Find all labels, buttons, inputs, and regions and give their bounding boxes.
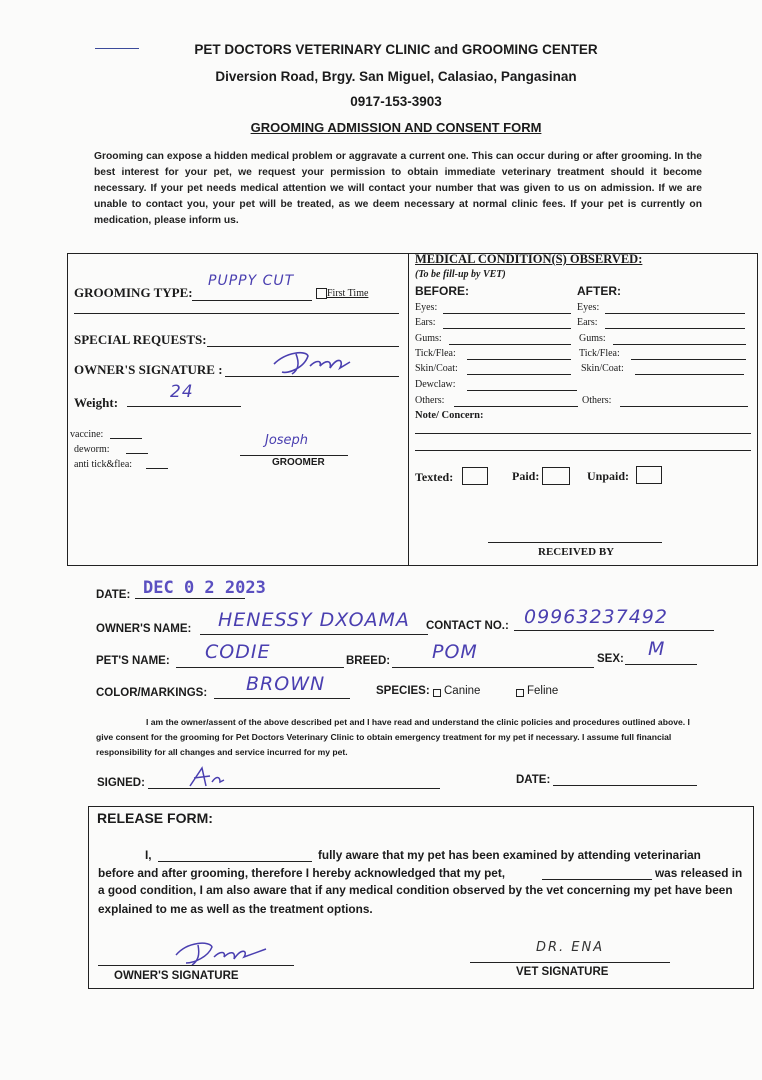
owner-signature-line <box>225 376 399 377</box>
before-eyes-line <box>443 313 571 314</box>
after-ears: Ears: <box>577 317 598 328</box>
release-i-label: I, <box>145 848 152 862</box>
release-text-1: fully aware that my pet has been examined by attending veterinarian <box>318 848 701 862</box>
consent-date-line <box>553 785 697 786</box>
breed-line <box>392 667 594 668</box>
signed-label: SIGNED: <box>97 777 145 789</box>
date-line <box>135 598 245 599</box>
grooming-type-value: PUPPY CUT <box>208 273 295 289</box>
intro-paragraph: Grooming can expose a hidden medical problem or aggravate a current one. This can occur during or after grooming. In the best interest for your pet, we request your permission to obtain immediate veterinary treatment should it become necessary. If your pet needs medical attention we will contact your number that was given to us on admission. If we are unable to contact you, your pet will be treated, as we deem necessary at normal clinic fees. If your pet is currently on medication, please inform us. <box>94 151 702 226</box>
grooming-type-line <box>192 300 312 301</box>
date-label: DATE: <box>96 589 131 601</box>
groomer-label: GROOMER <box>272 457 325 468</box>
anti-tick-label: anti tick&flea: <box>74 459 133 470</box>
species-label: SPECIES: <box>376 685 430 697</box>
unpaid-label: Unpaid: <box>587 469 630 483</box>
medical-subtitle: (To be fill-up by VET) <box>415 269 506 280</box>
after-gums: Gums: <box>579 333 606 344</box>
release-name-line <box>158 861 312 862</box>
before-gums: Gums: <box>415 333 442 344</box>
release-pet-line <box>542 879 652 880</box>
clinic-address: Diversion Road, Brgy. San Miguel, Calasiao, Pangasinan <box>215 69 577 84</box>
note-line-1 <box>415 433 751 434</box>
medical-title: MEDICAL CONDITION(S) OBSERVED: <box>415 252 643 266</box>
owner-name-line <box>200 634 428 635</box>
sex-line <box>625 664 697 665</box>
after-ears-line <box>605 328 745 329</box>
color-label: COLOR/MARKINGS: <box>96 687 208 699</box>
sex-value: M <box>648 638 666 660</box>
before-dewclaw-line <box>467 390 577 391</box>
received-by-line <box>488 542 662 543</box>
paid-label: Paid: <box>512 469 540 483</box>
before-eyes: Eyes: <box>415 302 438 313</box>
owner-name-value: HENESSY DXOAMA <box>218 609 410 631</box>
before-others: Others: <box>415 395 445 406</box>
canine-label: Canine <box>444 685 481 697</box>
breed-value: POM <box>432 641 478 663</box>
grooming-type-line-2 <box>74 313 399 314</box>
owner-signature-label: OWNER'S SIGNATURE : <box>74 362 223 377</box>
owner-signature-scribble <box>268 346 358 378</box>
before-others-line <box>454 406 578 407</box>
feline-label: Feline <box>527 685 559 697</box>
breed-label: BREED: <box>346 655 391 667</box>
after-eyes: Eyes: <box>577 302 600 313</box>
color-line <box>214 698 350 699</box>
vaccine-label: vaccine: <box>70 429 104 440</box>
before-label: BEFORE: <box>415 284 469 298</box>
groomer-line <box>240 455 348 456</box>
after-tick: Tick/Flea: <box>579 348 620 359</box>
before-gums-line <box>449 344 571 345</box>
before-skin: Skin/Coat: <box>415 363 458 374</box>
contact-label: CONTACT NO.: <box>426 620 509 632</box>
signed-line <box>148 788 440 789</box>
texted-checkbox[interactable] <box>462 467 488 485</box>
deworm-label: deworm: <box>74 444 110 455</box>
release-text-4: a good condition, I am also aware that if any medical condition observed by the vet concerning my pet have been explained to me as well as the treatment options. <box>98 883 733 916</box>
weight-line <box>127 406 241 407</box>
owner-release-signature-scribble <box>170 937 270 967</box>
feline-checkbox[interactable] <box>516 689 524 697</box>
color-value: BROWN <box>246 673 326 695</box>
release-title: RELEASE FORM: <box>97 810 213 826</box>
groomer-name: Joseph <box>265 433 309 448</box>
vaccine-line <box>110 438 142 439</box>
before-skin-line <box>467 374 571 375</box>
before-ears-line <box>443 328 571 329</box>
pet-name-line <box>176 667 344 668</box>
before-ears: Ears: <box>415 317 436 328</box>
after-others: Others: <box>582 395 612 406</box>
received-by-label: RECEIVED BY <box>538 546 615 558</box>
sex-label: SEX: <box>597 653 624 665</box>
form-title: GROOMING ADMISSION AND CONSENT FORM <box>250 120 542 135</box>
clinic-name: PET DOCTORS VETERINARY CLINIC and GROOMING CENTER <box>194 42 598 57</box>
vet-signature-label: VET SIGNATURE <box>516 966 609 978</box>
after-others-line <box>620 406 748 407</box>
paid-checkbox[interactable] <box>542 467 570 485</box>
after-gums-line <box>613 344 746 345</box>
before-tick-line <box>467 359 571 360</box>
consent-text: I am the owner/assent of the above described pet and I have read and understand the clinic policies and procedures outlined above. I give consent for the grooming for Pet Doctors Veterinary Clinic to obtain emergency treatment for my pet if necessary. I assume full financial responsibility for all changes and service incurred for my pet. <box>96 717 690 757</box>
grooming-type-label: GROOMING TYPE: <box>74 285 193 300</box>
date-stamp: DEC 0 2 2023 <box>143 578 266 598</box>
signed-scribble <box>184 762 244 790</box>
pet-name-label: PET'S NAME: <box>96 655 170 667</box>
texted-label: Texted: <box>415 470 454 484</box>
after-skin: Skin/Coat: <box>581 363 624 374</box>
owner-release-signature-label: OWNER'S SIGNATURE <box>114 970 239 982</box>
unpaid-checkbox[interactable] <box>636 466 662 484</box>
consent-date-label: DATE: <box>516 774 551 786</box>
special-requests-label: SPECIAL REQUESTS: <box>74 332 207 347</box>
vet-signature-line <box>470 962 670 963</box>
canine-checkbox[interactable] <box>433 689 441 697</box>
contact-line <box>514 630 714 631</box>
pet-name-value: CODIE <box>205 641 271 663</box>
clinic-phone: 0917-153-3903 <box>350 94 442 109</box>
note-line-2 <box>415 450 751 451</box>
release-text-2: before and after grooming, therefore I hereby acknowledged that my pet, <box>98 866 506 880</box>
after-eyes-line <box>605 313 745 314</box>
first-time-label: First Time <box>327 288 369 299</box>
before-tick: Tick/Flea: <box>415 348 456 359</box>
release-text-3: was released in <box>655 866 743 880</box>
weight-label: Weight: <box>74 395 119 410</box>
note-label: Note/ Concern: <box>415 410 484 421</box>
after-label: AFTER: <box>577 284 621 298</box>
anti-tick-line <box>146 468 168 469</box>
first-time-checkbox[interactable] <box>316 288 327 299</box>
deworm-line <box>126 453 148 454</box>
owner-release-signature-line <box>98 965 294 966</box>
after-tick-line <box>631 359 746 360</box>
box-divider <box>408 253 409 566</box>
contact-value: 09963237492 <box>524 606 668 628</box>
vet-signature-value: DR. ENA <box>536 940 605 955</box>
weight-value: 24 <box>170 382 194 402</box>
before-dewclaw: Dewclaw: <box>415 379 456 390</box>
after-skin-line <box>635 374 744 375</box>
owner-name-label: OWNER'S NAME: <box>96 623 192 635</box>
